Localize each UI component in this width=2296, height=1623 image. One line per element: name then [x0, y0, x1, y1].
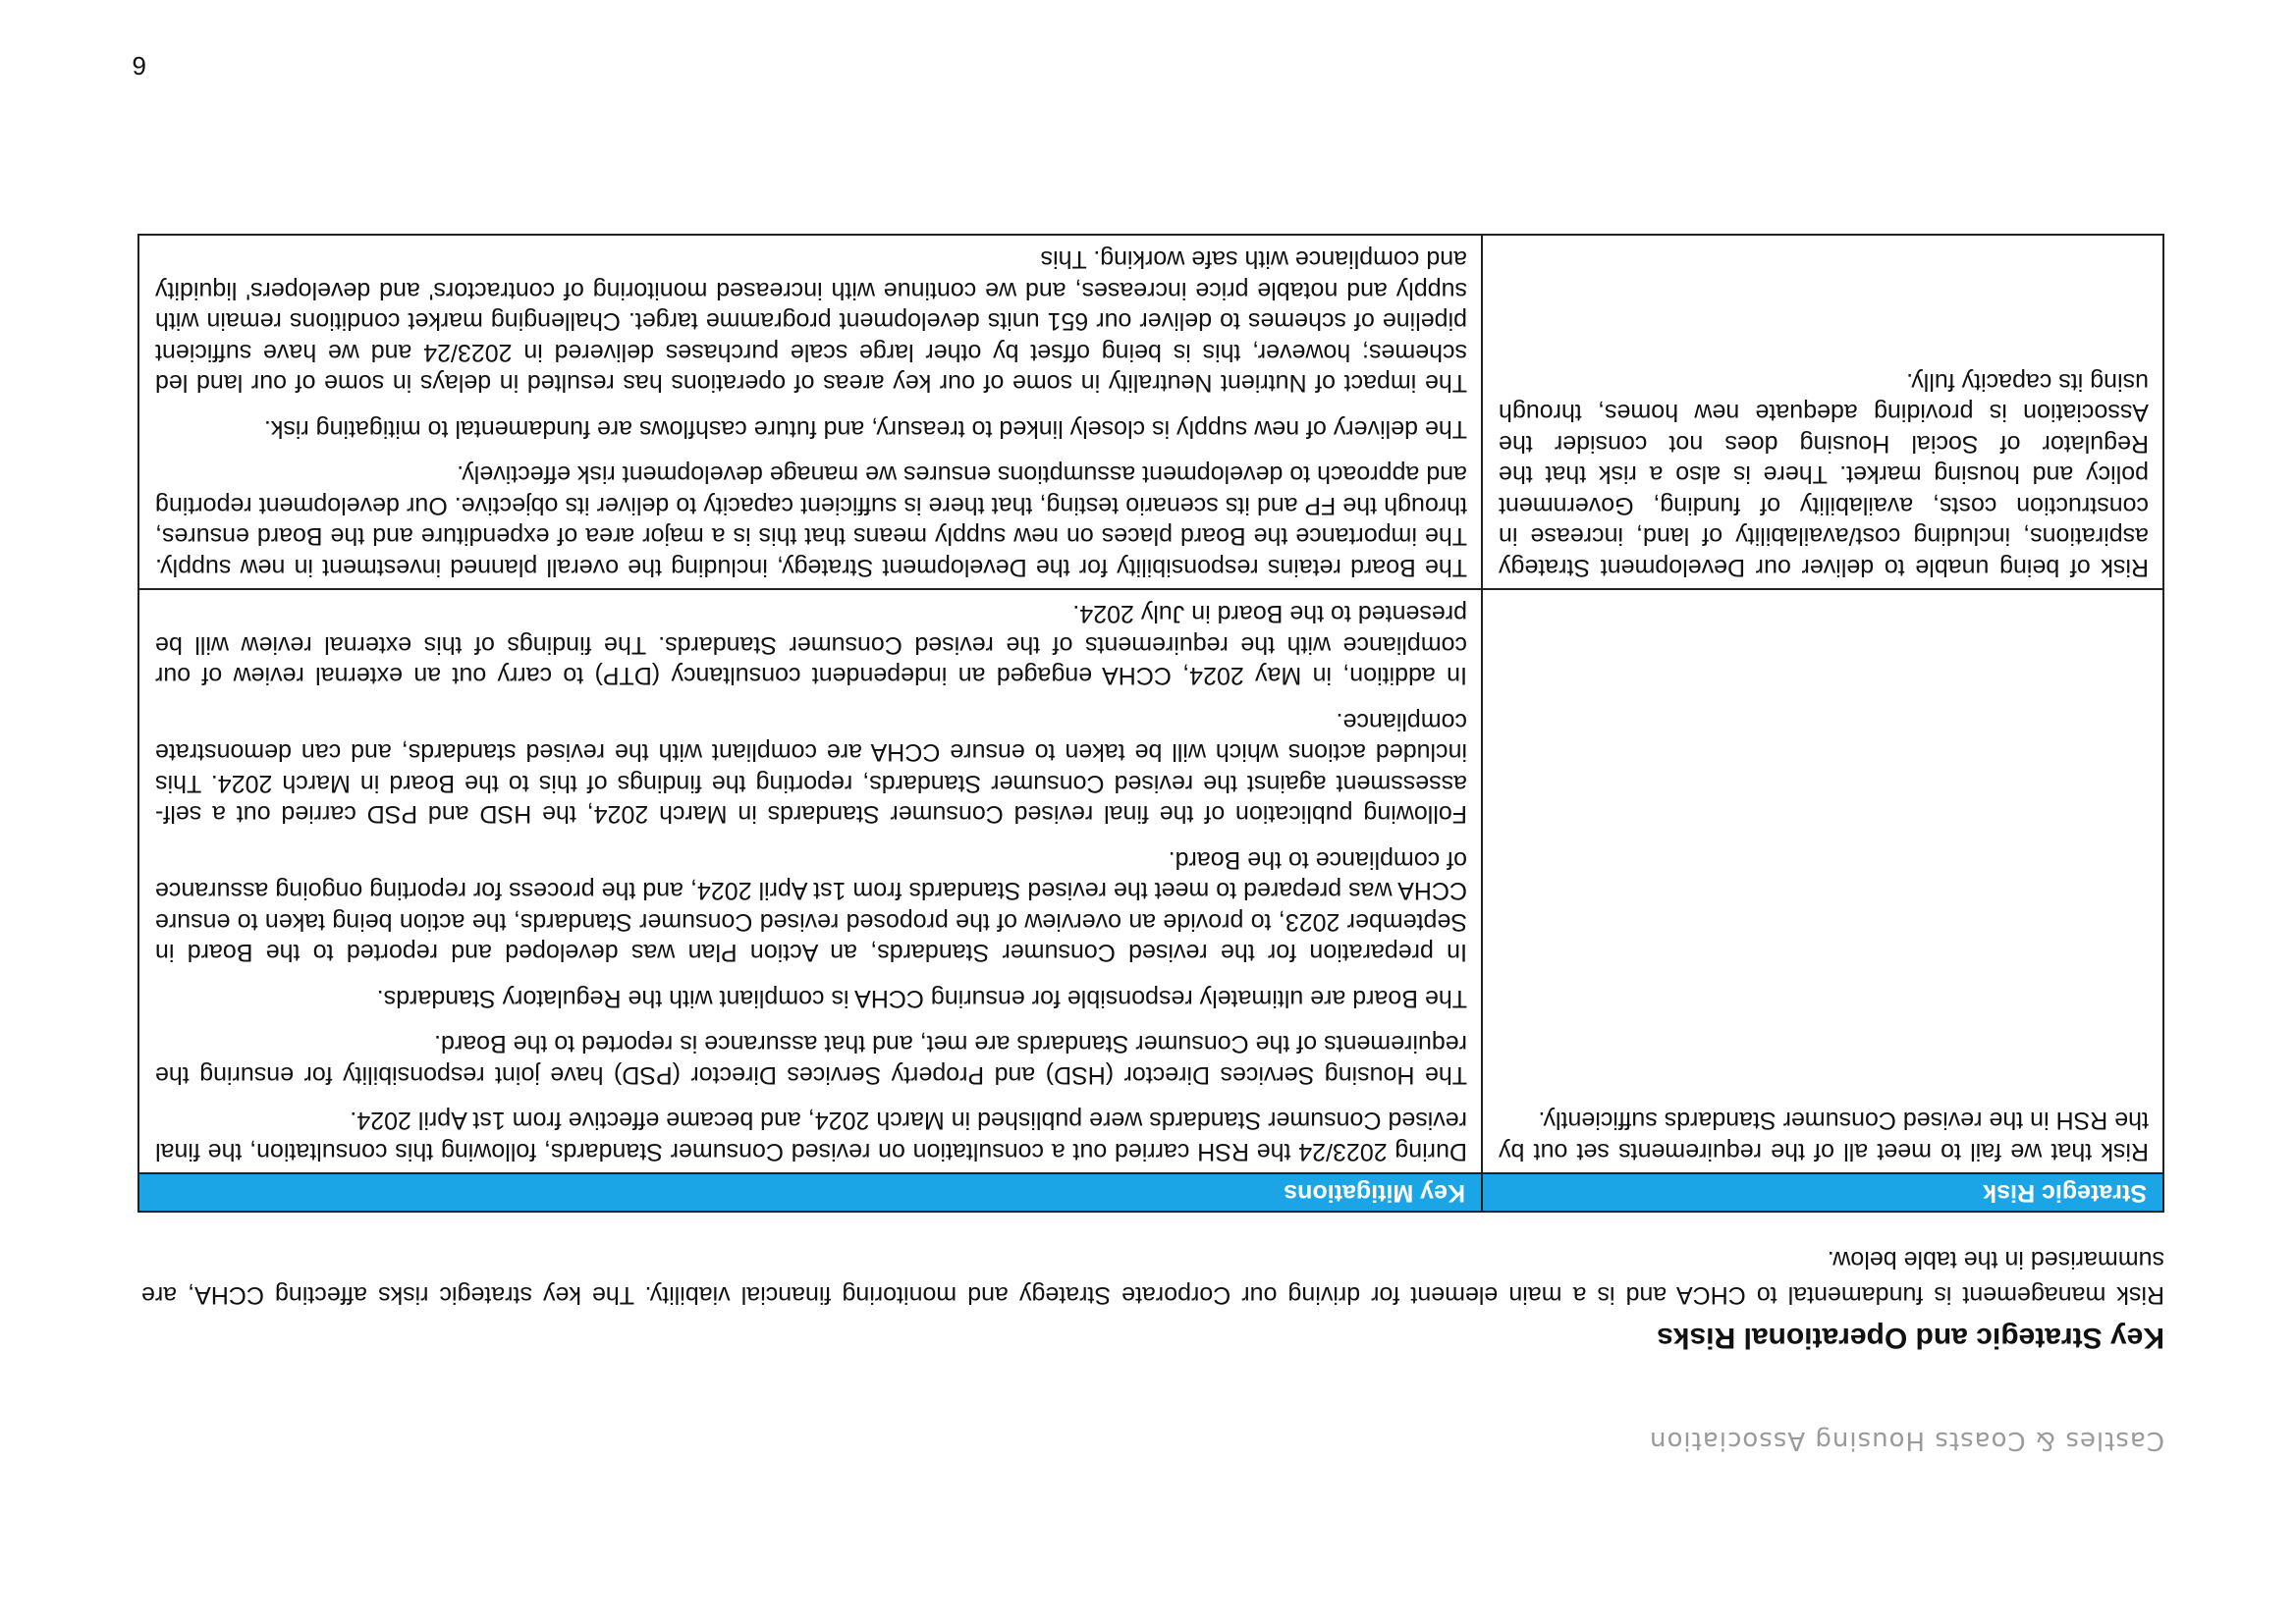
mitigation-paragraph: The delivery of new supply is closely linked to treasury, and future cashflows are fundamental to mitigating risk. [263, 415, 1467, 443]
intro-paragraph: Risk management is fundamental to CHCA and is a main element for driving our Corporate Strategy and monitoring financial viability. The key strategic risks affecting CCHA, are summarised in the table below. [141, 1246, 2164, 1309]
page-number: 6 [132, 51, 146, 81]
section-heading: Key Strategic and Operational Risks [1657, 1322, 2164, 1354]
mitigation-paragraph: In preparation for the revised Consumer Standards, an Action Plan was developed and reported to the Board in September 2023, to provide an overview of the proposed revised Consumer Standards, the action being taken to ensure CCHA was prepared to meet the revised Standards from 1st April 2024, and the process for reporting ongoing assurance of compliance to the Board. [155, 846, 1467, 967]
mitigation-paragraph: The Board are ultimately responsible for ensuring CCHA is compliant with the Regulatory Standards. [376, 985, 1467, 1012]
mitigation-paragraph: During 2023/24 the RSH carried out a consultation on revised Consumer Standards, following this consultation, the final revised Consumer Standards were published in March 2024, and became effective from 1st April 2024. [155, 1107, 1467, 1165]
table-header-row [138, 1173, 2163, 1212]
strategic-risks-table [137, 234, 2164, 1213]
mitigation-paragraph: In addition, in May 2024, CCHA engaged an independent consultancy (DTP) to carry out an external review of our compliance with the requirements of the revised Consumer Standards. The findings of this external review will be presented to the Board in July 2024. [155, 600, 1467, 690]
risk-cell [1482, 589, 2163, 1173]
table-row [138, 235, 2163, 589]
mitigation-paragraph: The Board retains responsibility for the Development Strategy, including the overall planned investment in new supply. The importance the Board places on new supply means that this is a major area of expenditure and the Board ensures, through the FP and its scenario testing, that there is sufficient capacity to deliver its objective. Our development reporting and approach to development assumptions ensures we manage development risk effectively. [155, 460, 1467, 581]
header-strategic-risk: Strategic Risk [1482, 1173, 2163, 1212]
risk-text: Risk of being unable to deliver our Development Strategy aspirations, including cost/availability of land, increase in construction costs, availability of funding, Government policy and housing market. There is also a risk that the Regulator of Social Housing does not consider the Association is providing adequate new homes, through using its capacity fully. [1499, 368, 2149, 581]
mitigation-paragraph: The Housing Services Director (HSD) and Property Services Director (PSD) have joint responsibility for ensuring the requirements of the Consumer Standards are met, and that assurance is reported to the Board. [155, 1030, 1467, 1089]
mitigation-paragraph: The impact of Nutrient Neutrality in some of our key areas of operations has resulted in delays in some of our land led schemes; however, this is being offset by other large scale purchases delivered in 2023/24 and we have sufficient pipeline of schemes to deliver our 651 units development programme target. Challenging market conditions remain with supply and notable price increases, and we continue with increased monitoring of contractors' and developers' liquidity and compliance with safe working. This [155, 245, 1467, 398]
mitigations-cell [138, 235, 1482, 589]
table-row [138, 589, 2163, 1173]
risk-text: Risk that we fail to meet all of the requirements set out by the RSH in the revised Consumer Standards sufficiently. [1499, 1107, 2149, 1165]
header-key-mitigations: Key Mitigations [138, 1173, 1482, 1212]
organization-name: Castles & Coasts Housing Association [1649, 1426, 2164, 1455]
mitigations-cell [138, 589, 1482, 1173]
risk-cell [1482, 235, 2163, 589]
mitigation-paragraph: Following publication of the final revised Consumer Standards in March 2024, the HSD and PSD carried out a self-assessment against the revised Consumer Standards, reporting the findings of this to the Board in March 2024. This included actions which will be taken to ensure CCHA are compliant with the revised standards, and can demonstrate compliance. [155, 708, 1467, 829]
